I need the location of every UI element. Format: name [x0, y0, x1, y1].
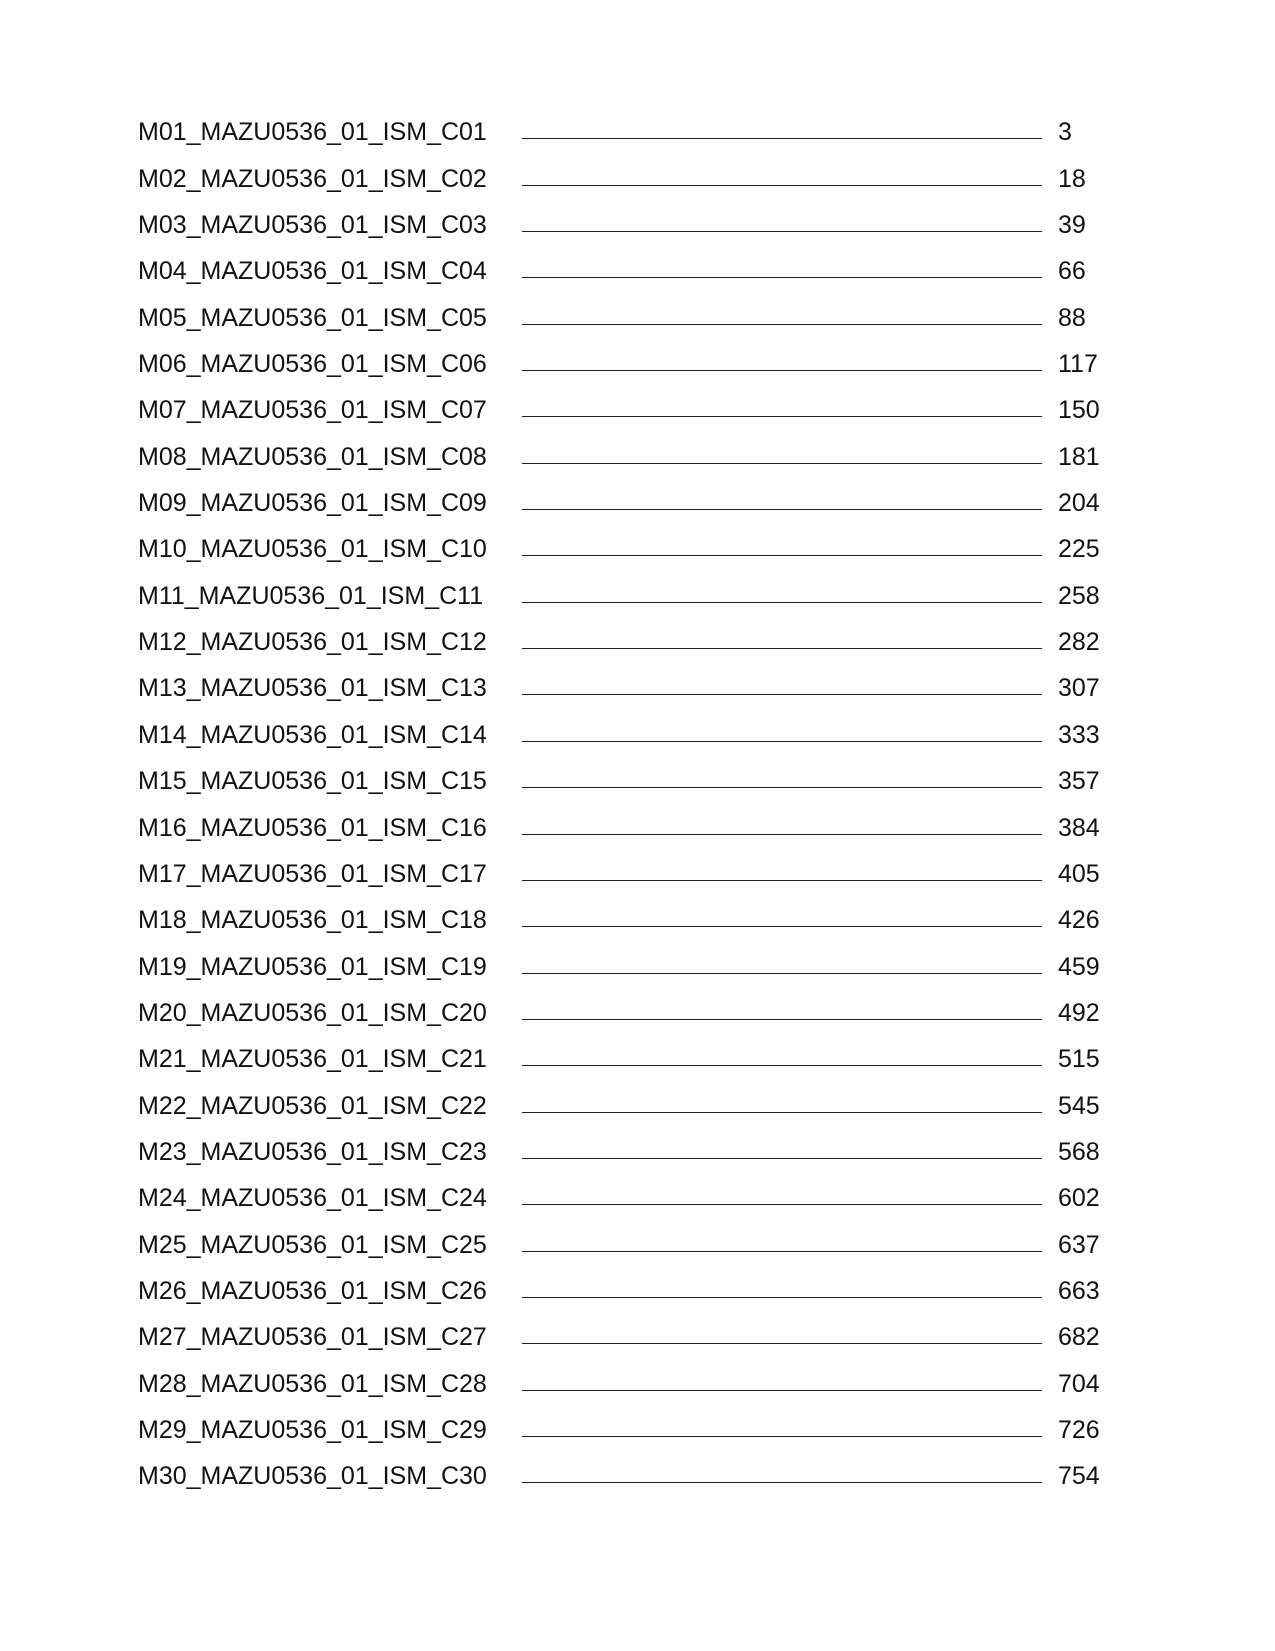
- toc-entry[interactable]: [138, 201, 1118, 247]
- toc-entry[interactable]: [138, 108, 1118, 154]
- toc-leader-line: [522, 1390, 1042, 1391]
- toc-entry-title: M29_MAZU0536_01_ISM_C29: [138, 1415, 487, 1444]
- toc-entry-title: M22_MAZU0536_01_ISM_C22: [138, 1091, 487, 1120]
- toc-entry[interactable]: [138, 1174, 1118, 1220]
- toc-entry-title: M01_MAZU0536_01_ISM_C01: [138, 118, 487, 147]
- toc-entry-title: M30_MAZU0536_01_ISM_C30: [138, 1462, 487, 1491]
- toc-entry-page: 117: [1058, 350, 1098, 379]
- toc-entry[interactable]: [138, 664, 1118, 710]
- toc-leader-line: [522, 463, 1042, 464]
- toc-entry[interactable]: [138, 525, 1118, 571]
- toc-leader-line: [522, 1297, 1042, 1298]
- toc-leader-line: [522, 555, 1042, 556]
- table-of-contents: [138, 108, 1118, 1498]
- toc-entry-title: M23_MAZU0536_01_ISM_C23: [138, 1137, 487, 1166]
- toc-entry-title: M16_MAZU0536_01_ISM_C16: [138, 813, 487, 842]
- toc-entry-title: M25_MAZU0536_01_ISM_C25: [138, 1230, 487, 1259]
- toc-entry[interactable]: [138, 942, 1118, 988]
- toc-entry-title: M06_MAZU0536_01_ISM_C06: [138, 350, 487, 379]
- toc-entry-title: M15_MAZU0536_01_ISM_C15: [138, 767, 487, 796]
- toc-entry-page: 258: [1058, 581, 1100, 610]
- toc-entry-page: 88: [1058, 303, 1086, 332]
- toc-leader-line: [522, 370, 1042, 371]
- toc-entry-title: M28_MAZU0536_01_ISM_C28: [138, 1369, 487, 1398]
- toc-entry-page: 602: [1058, 1184, 1100, 1213]
- toc-entry-title: M14_MAZU0536_01_ISM_C14: [138, 720, 487, 749]
- toc-leader-line: [522, 231, 1042, 232]
- toc-entry[interactable]: [138, 479, 1118, 525]
- toc-entry[interactable]: [138, 1267, 1118, 1313]
- toc-entry[interactable]: [138, 757, 1118, 803]
- toc-entry[interactable]: [138, 618, 1118, 664]
- toc-leader-line: [522, 834, 1042, 835]
- toc-entry-title: M07_MAZU0536_01_ISM_C07: [138, 396, 487, 425]
- toc-entry-page: 704: [1058, 1369, 1100, 1398]
- toc-entry-title: M04_MAZU0536_01_ISM_C04: [138, 257, 487, 286]
- toc-entry[interactable]: [138, 1081, 1118, 1127]
- toc-entry[interactable]: [138, 1452, 1118, 1498]
- toc-entry[interactable]: [138, 432, 1118, 478]
- toc-entry-page: 459: [1058, 952, 1100, 981]
- toc-entry-page: 384: [1058, 813, 1100, 842]
- toc-entry-page: 637: [1058, 1230, 1100, 1259]
- toc-entry-page: 568: [1058, 1137, 1100, 1166]
- toc-entry-page: 663: [1058, 1276, 1100, 1305]
- toc-entry-page: 282: [1058, 628, 1100, 657]
- toc-entry[interactable]: [138, 340, 1118, 386]
- toc-entry-title: M17_MAZU0536_01_ISM_C17: [138, 859, 487, 888]
- toc-entry[interactable]: [138, 989, 1118, 1035]
- toc-entry-page: 18: [1058, 164, 1086, 193]
- toc-entry-page: 66: [1058, 257, 1086, 286]
- toc-leader-line: [522, 1204, 1042, 1205]
- toc-leader-line: [522, 973, 1042, 974]
- toc-entry[interactable]: [138, 293, 1118, 339]
- toc-leader-line: [522, 787, 1042, 788]
- toc-entry-title: M12_MAZU0536_01_ISM_C12: [138, 628, 487, 657]
- toc-entry-title: M20_MAZU0536_01_ISM_C20: [138, 998, 487, 1027]
- toc-entry-page: 682: [1058, 1323, 1100, 1352]
- toc-entry-page: 225: [1058, 535, 1100, 564]
- toc-leader-line: [522, 741, 1042, 742]
- toc-entry[interactable]: [138, 710, 1118, 756]
- toc-leader-line: [522, 416, 1042, 417]
- toc-entry-title: M03_MAZU0536_01_ISM_C03: [138, 211, 487, 240]
- toc-entry-title: M11_MAZU0536_01_ISM_C11: [138, 581, 484, 610]
- toc-entry-page: 492: [1058, 998, 1100, 1027]
- toc-leader-line: [522, 1436, 1042, 1437]
- toc-leader-line: [522, 694, 1042, 695]
- toc-entry[interactable]: [138, 1220, 1118, 1266]
- toc-entry-title: M13_MAZU0536_01_ISM_C13: [138, 674, 487, 703]
- toc-entry[interactable]: [138, 386, 1118, 432]
- toc-entry-title: M02_MAZU0536_01_ISM_C02: [138, 164, 487, 193]
- toc-leader-line: [522, 324, 1042, 325]
- toc-leader-line: [522, 138, 1042, 139]
- toc-entry-title: M10_MAZU0536_01_ISM_C10: [138, 535, 487, 564]
- toc-leader-line: [522, 509, 1042, 510]
- toc-entry-page: 307: [1058, 674, 1100, 703]
- toc-entry[interactable]: [138, 803, 1118, 849]
- toc-entry-title: M27_MAZU0536_01_ISM_C27: [138, 1323, 487, 1352]
- toc-leader-line: [522, 277, 1042, 278]
- toc-entry-title: M08_MAZU0536_01_ISM_C08: [138, 442, 487, 471]
- toc-entry-page: 150: [1058, 396, 1100, 425]
- toc-leader-line: [522, 926, 1042, 927]
- toc-entry-page: 426: [1058, 906, 1100, 935]
- toc-entry-page: 726: [1058, 1415, 1100, 1444]
- toc-entry-page: 39: [1058, 211, 1086, 240]
- toc-entry[interactable]: [138, 154, 1118, 200]
- toc-leader-line: [522, 1343, 1042, 1344]
- toc-entry-page: 333: [1058, 720, 1100, 749]
- toc-entry-title: M18_MAZU0536_01_ISM_C18: [138, 906, 487, 935]
- toc-entry-title: M24_MAZU0536_01_ISM_C24: [138, 1184, 487, 1213]
- toc-entry[interactable]: [138, 896, 1118, 942]
- toc-entry-title: M26_MAZU0536_01_ISM_C26: [138, 1276, 487, 1305]
- toc-leader-line: [522, 602, 1042, 603]
- toc-leader-line: [522, 1112, 1042, 1113]
- toc-leader-line: [522, 880, 1042, 881]
- toc-entry-page: 405: [1058, 859, 1100, 888]
- toc-entry[interactable]: [138, 1128, 1118, 1174]
- toc-entry-page: 357: [1058, 767, 1100, 796]
- toc-entry[interactable]: [138, 1035, 1118, 1081]
- toc-entry-page: 754: [1058, 1462, 1100, 1491]
- toc-entry[interactable]: [138, 1359, 1118, 1405]
- toc-entry-page: 545: [1058, 1091, 1100, 1120]
- toc-entry-title: M21_MAZU0536_01_ISM_C21: [138, 1045, 487, 1074]
- toc-leader-line: [522, 1251, 1042, 1252]
- toc-entry-page: 3: [1058, 118, 1072, 147]
- toc-entry-page: 181: [1058, 442, 1100, 471]
- toc-entry-page: 204: [1058, 489, 1100, 518]
- toc-leader-line: [522, 1065, 1042, 1066]
- toc-leader-line: [522, 185, 1042, 186]
- toc-entry-title: M09_MAZU0536_01_ISM_C09: [138, 489, 487, 518]
- toc-entry[interactable]: [138, 1313, 1118, 1359]
- toc-leader-line: [522, 648, 1042, 649]
- toc-entry[interactable]: [138, 1406, 1118, 1452]
- toc-entry-page: 515: [1058, 1045, 1100, 1074]
- toc-entry[interactable]: [138, 850, 1118, 896]
- toc-entry[interactable]: [138, 247, 1118, 293]
- toc-entry-title: M19_MAZU0536_01_ISM_C19: [138, 952, 487, 981]
- toc-leader-line: [522, 1019, 1042, 1020]
- toc-entry[interactable]: [138, 571, 1118, 617]
- toc-entry-title: M05_MAZU0536_01_ISM_C05: [138, 303, 487, 332]
- toc-leader-line: [522, 1482, 1042, 1483]
- toc-leader-line: [522, 1158, 1042, 1159]
